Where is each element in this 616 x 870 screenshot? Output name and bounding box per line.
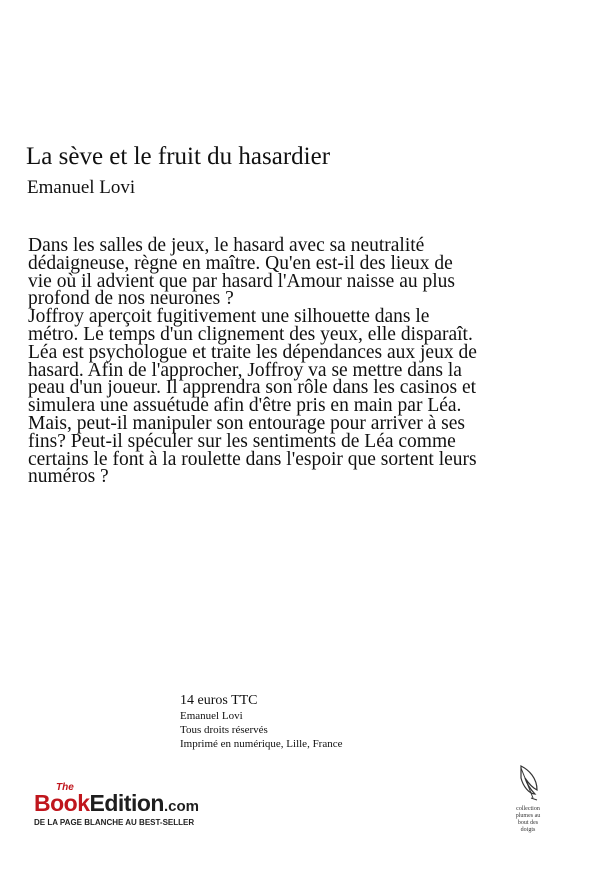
logo-wordmark (34, 790, 199, 817)
author-name: Emanuel Lovi (27, 177, 136, 198)
blurb-paragraph-1: Dans les salles de jeux, le hasard avec sa neutralité dédaigneuse, règne en maître. Qu'en est-il des lieux de vie où il advient que par hasard l'Amour naisse au plus profond de nos neurones ? (28, 235, 455, 310)
collection-line-2: plumes au (515, 813, 541, 819)
collection-line-3: bout des (517, 820, 539, 826)
imprint-author: Emanuel Lovi (180, 710, 243, 722)
print-location: Imprimé en numérique, Lille, France (180, 738, 343, 750)
logo-book: Book (34, 790, 90, 816)
book-title: La sève et le fruit du hasardier (26, 143, 331, 170)
logo-the: The (56, 782, 74, 793)
logo-edition: Edition (89, 790, 164, 816)
rights-notice: Tous droits réservés (180, 724, 268, 736)
imprint-block (180, 692, 343, 751)
bookedition-logo (32, 782, 242, 832)
collection-line-1: collection (516, 806, 540, 812)
feather-icon (515, 764, 541, 804)
logo-com: .com (163, 798, 199, 815)
back-cover-blurb (28, 237, 478, 486)
logo-tagline: DE LA PAGE BLANCHE AU BEST-SELLER (34, 818, 195, 827)
price-label: 14 euros TTC (180, 693, 258, 708)
collection-line-4: doigts (520, 827, 536, 833)
collection-text (508, 806, 548, 834)
collection-mark (508, 764, 548, 834)
blurb-paragraph-2: Joffroy aperçoit fugitivement une silhouette dans le métro. Le temps d'un clignement des yeux, elle disparaît. Léa est psychologue et traite les dépendances aux jeux de hasard. Afin de l'approcher, Joffroy va se mettre dans la peau d'un joueur. Il apprendra son rôle dans les casinos et simulera une assuétude afin d'être pris en main par Léa. Mais, peut-il manipuler son entourage pour arriver à ses fins? Peut-il spéculer sur les sentiments de Léa comme certains le font à la roulette dans l'espoir que sortent leurs numéros ? (28, 306, 477, 488)
